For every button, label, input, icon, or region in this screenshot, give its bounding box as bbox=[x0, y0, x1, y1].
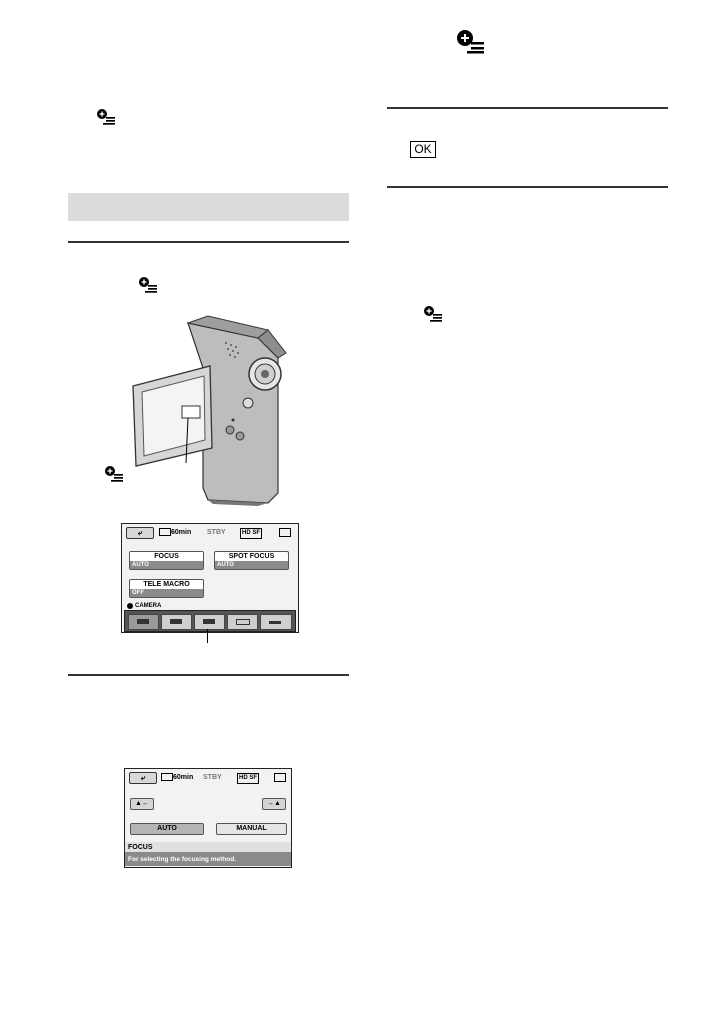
option-menu-icon bbox=[423, 305, 443, 322]
focus-label: FOCUS bbox=[154, 553, 179, 560]
battery-icon bbox=[159, 528, 171, 536]
tele-macro-value: OFF bbox=[130, 589, 203, 597]
status-indicator: STBY bbox=[207, 529, 226, 536]
info-title: FOCUS bbox=[128, 844, 153, 851]
step-divider bbox=[68, 674, 349, 676]
media-icon bbox=[279, 528, 291, 537]
tab-playback[interactable] bbox=[227, 614, 258, 630]
focus-near-button[interactable]: ▲← bbox=[130, 798, 154, 810]
status-indicator: STBY bbox=[203, 774, 222, 781]
manual-button[interactable]: MANUAL bbox=[216, 823, 287, 835]
focus-button[interactable] bbox=[129, 551, 204, 570]
section-heading-bar bbox=[68, 193, 349, 221]
option-menu-icon bbox=[138, 276, 158, 293]
lcd-option-menu-screen bbox=[121, 523, 299, 633]
lcd-focus-screen bbox=[124, 768, 292, 868]
quality-indicator: HD SF bbox=[240, 528, 262, 539]
tab-camera-1[interactable] bbox=[128, 614, 159, 630]
option-tabs bbox=[124, 610, 296, 632]
info-text: For selecting the focusing method. bbox=[128, 856, 236, 863]
option-menu-icon-large bbox=[455, 28, 485, 54]
remaining-time: 60min bbox=[173, 774, 194, 781]
media-icon bbox=[274, 773, 286, 782]
camcorder-illustration bbox=[128, 308, 288, 513]
tab-camera-2[interactable] bbox=[161, 614, 192, 630]
focus-far-button[interactable]: →▲ bbox=[262, 798, 286, 810]
step-divider bbox=[68, 241, 349, 243]
spot-focus-label: SPOT FOCUS bbox=[228, 553, 275, 560]
tele-macro-button[interactable] bbox=[129, 579, 204, 598]
quality-indicator: HD SF bbox=[237, 773, 259, 784]
step-divider bbox=[387, 107, 668, 109]
tab-camera-3[interactable] bbox=[194, 614, 225, 630]
option-menu-icon bbox=[96, 108, 116, 125]
spot-focus-value: AUTO bbox=[215, 561, 288, 569]
info-text-bar bbox=[125, 852, 291, 866]
remaining-time: 60min bbox=[171, 529, 192, 536]
back-button[interactable]: ⤶ bbox=[129, 772, 157, 784]
camera-category-icon bbox=[127, 603, 133, 609]
category-label: CAMERA bbox=[135, 603, 162, 609]
tab-callout-line bbox=[207, 629, 208, 643]
spot-focus-button[interactable] bbox=[214, 551, 289, 570]
auto-button[interactable]: AUTO bbox=[130, 823, 204, 835]
step-divider bbox=[387, 186, 668, 188]
focus-value: AUTO bbox=[130, 561, 203, 569]
option-menu-icon bbox=[104, 465, 124, 482]
info-title-bar bbox=[125, 842, 291, 852]
tele-macro-label: TELE MACRO bbox=[143, 581, 190, 588]
battery-icon bbox=[161, 773, 173, 781]
back-button[interactable]: ⤶ bbox=[126, 527, 154, 539]
tab-setup[interactable] bbox=[260, 614, 292, 630]
ok-button-icon: OK bbox=[410, 141, 436, 158]
